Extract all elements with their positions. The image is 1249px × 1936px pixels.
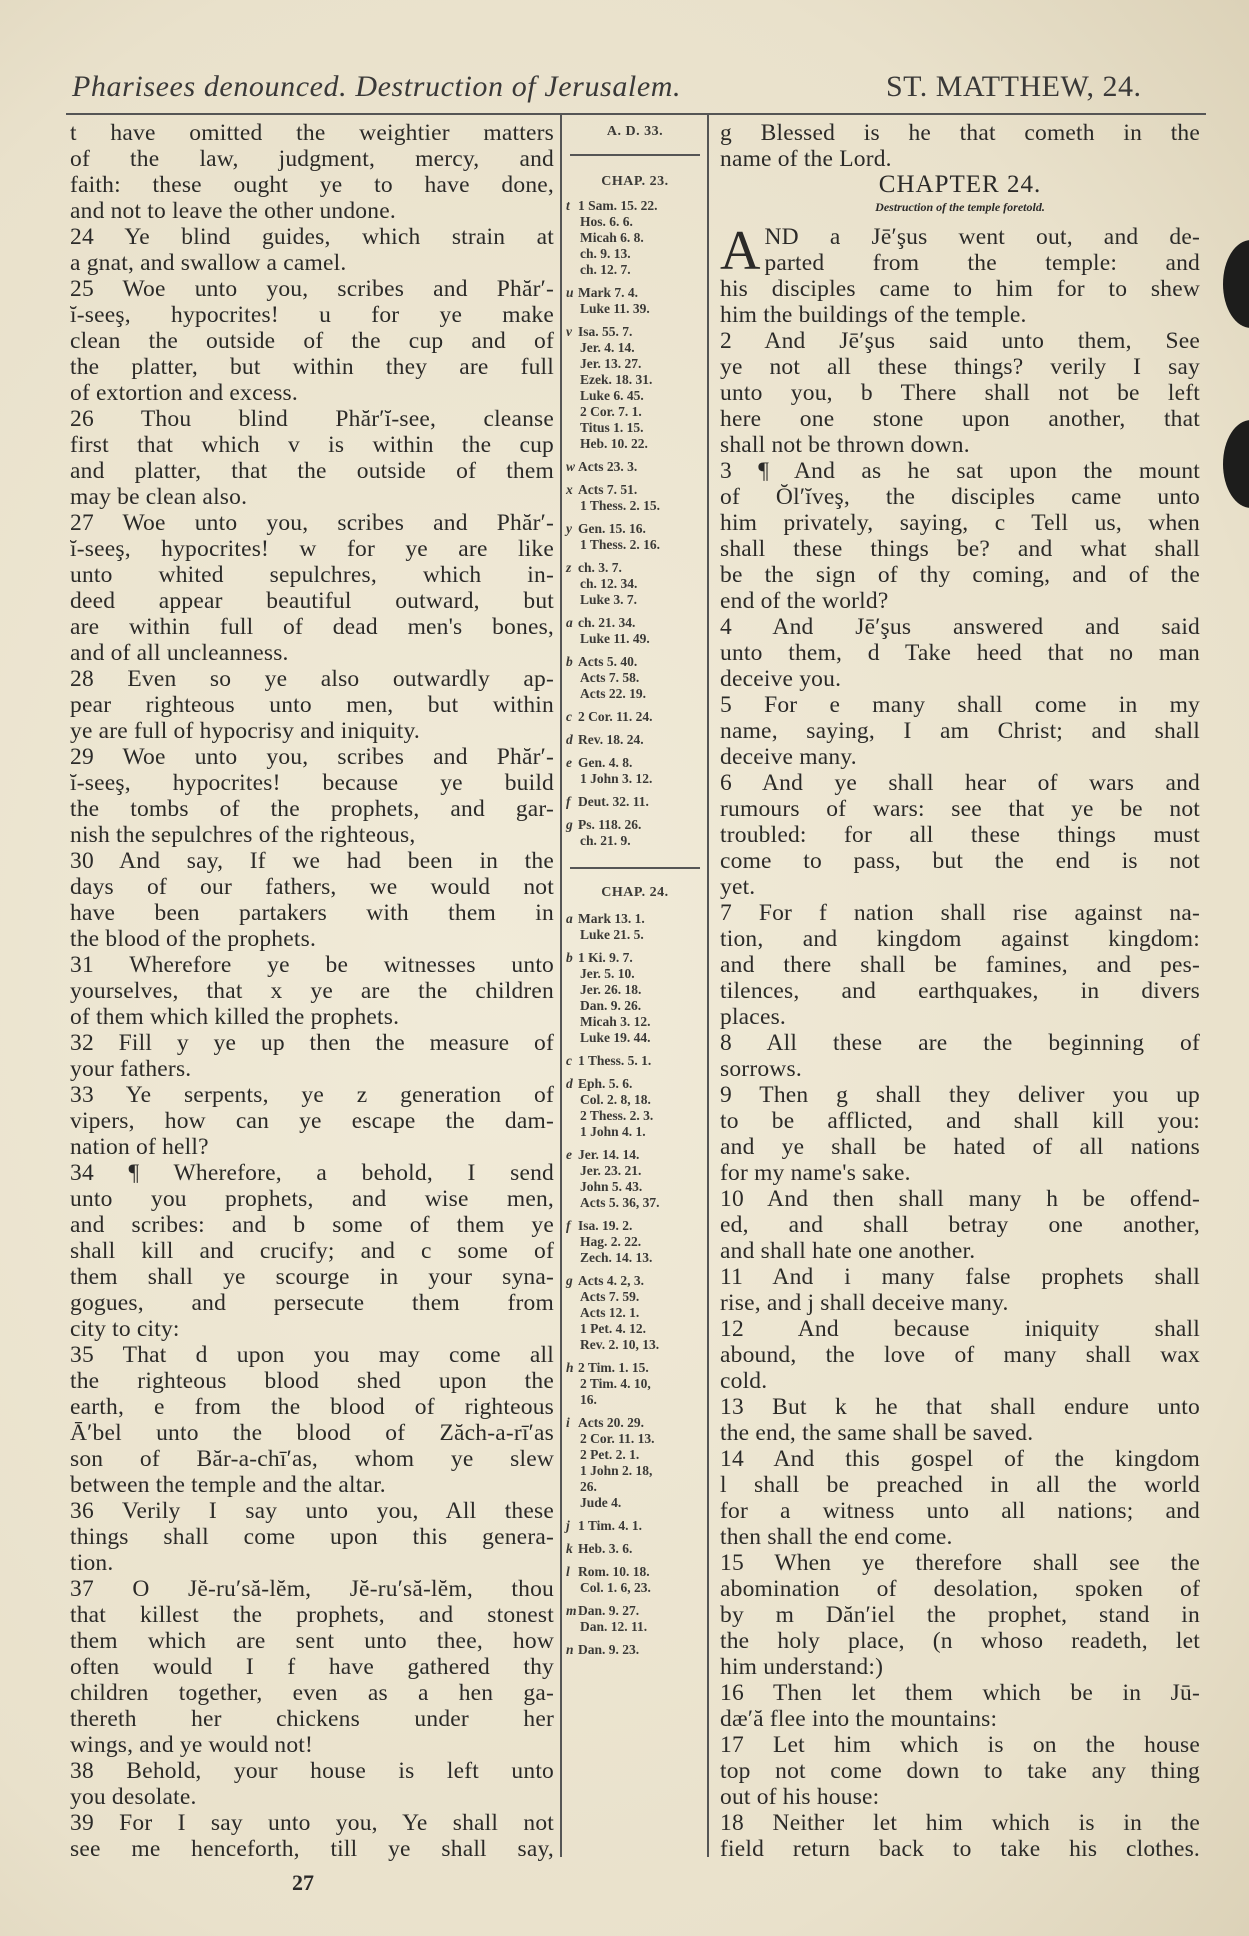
text-line: unto whited sepulchres, which in- [70,562,554,588]
text-line: him understand:) [720,1654,884,1680]
cross-reference: Acts 7. 51. [578,482,638,497]
reference-group [566,1518,704,1534]
text-line: you desolate. [70,1784,197,1810]
reference-mark: f [566,1218,571,1233]
text-line: and ye shall be hated of all nations [720,1134,1200,1160]
text-line: sorrows. [720,1056,802,1082]
text-line: 6 And ye shall hear of wars and [720,770,1200,796]
reference-group [566,615,704,647]
reference-group [566,198,704,278]
text-line: ed, and shall betray one another, [720,1212,1200,1238]
cross-reference: Micah 3. 12. [580,1014,651,1029]
text-line: abomination of desolation, spoken of [720,1576,1200,1602]
header-rule [66,113,1206,115]
text-line: them which are sent unto thee, how [70,1628,554,1654]
text-line: parted from the temple: and [764,250,1200,276]
chap24-references [566,911,704,1658]
cross-reference: Deut. 32. 11. [578,794,649,809]
cross-reference: Luke 21. 5. [580,927,644,942]
cross-reference: Luke 3. 7. [580,592,638,607]
text-line: abound, the love of many shall wax [720,1342,1200,1368]
reference-mark: a [566,911,573,926]
year-label: A. D. 33. [606,124,664,139]
text-line: come to pass, but the end is not [720,848,1200,874]
cross-reference: Jer. 23. 21. [580,1163,642,1178]
text-line: the tombs of the prophets, and gar- [70,796,554,822]
cross-reference: Dan. 9. 23. [578,1642,640,1657]
text-line: 17 Let him which is on the house [720,1732,1200,1758]
text-line: between the temple and the altar. [70,1472,386,1498]
text-line: 7 For f nation shall rise against na- [720,900,1200,926]
text-line: nation of hell? [70,1134,209,1160]
text-line: name of the Lord. [720,146,892,172]
text-line: tion, and kingdom against kingdom: [720,926,1200,952]
chap24-label: CHAP. 24. [601,885,669,900]
column-divider-left [560,115,562,1857]
text-line: city to city: [70,1316,180,1342]
reference-mark: n [566,1642,574,1657]
text-line: t have omitted the weightier matters [70,120,554,146]
reference-group [566,755,704,787]
reference-mark: k [566,1541,573,1556]
text-line: and shall hate one another. [720,1238,976,1264]
reference-group [566,1218,704,1266]
cross-reference: ch. 9. 13. [580,246,631,261]
cross-reference: Jude 4. [580,1495,622,1510]
reference-mark: f [566,794,571,809]
cross-reference: 1 Thess. 5. 1. [578,1053,652,1068]
cross-reference: Mark 13. 1. [578,911,645,926]
text-line: see me henceforth, till ye shall say, [70,1836,554,1862]
text-line: 2 And Jē′şus said unto them, See [720,328,1200,354]
reference-group [566,1273,704,1353]
text-line: things shall come upon this genera- [70,1524,554,1550]
text-line: here one stone upon another, that [720,406,1200,432]
reference-mark: u [566,285,574,300]
text-line: 31 Wherefore ye be witnesses unto [70,952,554,978]
text-line: l shall be preached in all the world [720,1472,1200,1498]
text-line: often would I f have gathered thy [70,1654,554,1680]
text-line: thereth her chickens under her [70,1706,554,1732]
text-line: unto you, b There shall not be left [720,380,1200,406]
reference-mark: w [566,459,576,474]
cross-reference: Rev. 2. 10, 13. [580,1337,660,1352]
cross-reference: Gen. 15. 16. [578,521,646,536]
reference-mark: b [566,950,573,965]
text-line: deed appear beautiful outward, but [70,588,554,614]
right-text-column [720,120,1200,1862]
cross-reference: Acts 23. 3. [578,459,638,474]
reference-group [566,817,704,849]
reference-mark: v [566,324,572,339]
text-line: 33 Ye serpents, ye z generation of [70,1082,554,1108]
reference-mark: e [566,1147,572,1162]
cross-reference: 2 Tim. 1. 15. [578,1360,649,1375]
text-line: and platter, that the outside of them [70,458,554,484]
cross-reference: Mark 7. 4. [578,285,638,300]
cross-reference: Jer. 13. 27. [580,356,642,371]
reference-group [566,285,704,317]
cross-reference: 1 Ki. 9. 7. [578,950,633,965]
text-line: ND a Jē′şus went out, and de- [764,224,1200,250]
text-line: 13 But k he that shall endure unto [720,1394,1200,1420]
text-line: 37 O Jĕ-ru′să-lĕm, Jĕ-ru′să-lĕm, thou [70,1576,554,1602]
cross-reference: Micah 6. 8. [580,230,644,245]
cross-reference: Acts 22. 19. [580,686,646,701]
text-line: children together, even as a hen ga- [70,1680,554,1706]
cross-reference: Acts 4. 2, 3. [578,1273,644,1288]
reference-margin-column [566,124,704,1665]
text-line: top not come down to take any thing [720,1758,1200,1784]
text-line: have been partakers with them in [70,900,554,926]
text-line: 27 Woe unto you, scribes and Phăr′- [70,510,554,536]
cross-reference: 2 Cor. 11. 24. [578,709,653,724]
cross-reference: Jer. 5. 10. [580,966,635,981]
cross-reference: Hos. 6. 6. [580,214,633,229]
cross-reference: Luke 11. 49. [580,631,650,646]
text-line: may be clean also. [70,484,248,510]
cross-reference: 2 Tim. 4. 10, [580,1376,651,1391]
text-line: out of his house: [720,1784,880,1810]
reference-mark: d [566,1076,573,1091]
text-line: ĭ-seeş, hypocrites! u for ye make [70,302,554,328]
text-line: 36 Verily I say unto you, All these [70,1498,554,1524]
text-line: the platter, but within they are full [70,354,554,380]
text-line: wings, and ye would not! [70,1732,314,1758]
text-line: to be afflicted, and shall kill you: [720,1108,1200,1134]
cross-reference: ch. 21. 9. [580,833,631,848]
cross-reference: 2 Pet. 2. 1. [580,1447,640,1462]
chap23-label: CHAP. 23. [601,174,669,189]
text-line: troubled: for all these things must [720,822,1200,848]
text-line: g Blessed is he that cometh in the [720,120,1200,146]
reference-group [566,521,704,553]
cross-reference: 26. [580,1479,597,1494]
text-line: 4 And Jē′şus answered and said [720,614,1200,640]
reference-group [566,1415,704,1511]
reference-group [566,1541,704,1557]
text-line: rumours of wars: see that ye be not [720,796,1200,822]
margin-rule [570,154,700,156]
reference-group [566,1564,704,1596]
cross-reference: Luke 19. 44. [580,1030,651,1045]
text-line: ĭ-seeş, hypocrites! because ye build [70,770,554,796]
text-line: for a witness unto all nations; and [720,1498,1200,1524]
text-line: of them which killed the prophets. [70,1004,400,1030]
cross-reference: 2 Thess. 2. 3. [580,1108,654,1123]
text-line: deceive you. [720,666,842,692]
text-line: a gnat, and swallow a camel. [70,250,347,276]
cross-reference: Jer. 4. 14. [580,340,635,355]
text-line: unto them, d Take heed that no man [720,640,1200,666]
reference-group [566,709,704,725]
reference-group [566,1076,704,1140]
cross-reference: Dan. 9. 27. [578,1603,640,1618]
text-line: the righteous blood shed upon the [70,1368,554,1394]
cross-reference: ch. 21. 34. [578,615,636,630]
text-line: of the law, judgment, mercy, and [70,146,554,172]
cross-reference: 1 Sam. 15. 22. [578,198,658,213]
text-line: 24 Ye blind guides, which strain at [70,224,554,250]
text-line: 11 And i many false prophets shall [720,1264,1200,1290]
reference-group [566,654,704,702]
text-line: tion. [70,1550,114,1576]
chapter-summary: Destruction of the temple foretold. [875,200,1045,214]
cross-reference: Gen. 4. 8. [578,755,633,770]
text-line: nish the sepulchres of the righteous, [70,822,416,848]
text-line: vipers, how can ye escape the dam- [70,1108,554,1134]
cross-reference: Acts 5. 40. [578,654,638,669]
reference-mark: l [566,1564,570,1579]
cross-reference: Dan. 9. 26. [580,998,642,1013]
text-line: him the buildings of the temple. [720,302,1027,328]
text-line: field return back to take his clothes. [720,1836,1200,1862]
margin-rule [570,867,700,869]
reference-group [566,459,704,475]
cross-reference: 1 John 3. 12. [580,771,653,786]
reference-group [566,794,704,810]
page-number: 27 [292,1870,314,1895]
text-line: be the sign of thy coming, and of the [720,562,1200,588]
text-line: 15 When ye therefore shall see the [720,1550,1200,1576]
text-line: that killest the prophets, and stonest [70,1602,554,1628]
cross-reference: Hag. 2. 22. [580,1234,642,1249]
cross-reference: Acts 5. 36, 37. [580,1195,660,1210]
cross-reference: Jer. 14. 14. [578,1147,640,1162]
cross-reference: Acts 7. 58. [580,670,640,685]
drop-cap: A [720,220,761,282]
reference-mark: t [566,198,570,213]
cross-reference: 2 Cor. 7. 1. [580,404,642,419]
text-line: faith: these ought ye to have done, [70,172,554,198]
text-line: 25 Woe unto you, scribes and Phăr′- [70,276,554,302]
reference-group [566,560,704,608]
reference-mark: j [566,1518,570,1533]
cross-reference: Col. 1. 6, 23. [580,1580,651,1595]
cross-reference: 1 John 2. 18, [580,1463,653,1478]
text-line: your fathers. [70,1056,192,1082]
cross-reference: Col. 2. 8, 18. [580,1092,651,1107]
text-line: ye not all these things? verily I say [720,354,1200,380]
chapter-title: CHAPTER 24. [878,171,1042,198]
text-line: yourselves, that x ye are the children [70,978,554,1004]
text-line: first that which v is within the cup [70,432,554,458]
text-line: 10 And then shall many h be offend- [720,1186,1200,1212]
cross-reference: Titus 1. 15. [580,420,644,435]
text-line: name, saying, I am Christ; and shall [720,718,1200,744]
cross-reference: Luke 11. 39. [580,301,650,316]
text-line: of extortion and excess. [70,380,298,406]
reference-group [566,1147,704,1211]
cross-reference: 2 Cor. 11. 13. [580,1431,655,1446]
reference-group [566,1053,704,1069]
text-line: and of all uncleanness. [70,640,289,666]
cross-reference: Eph. 5. 6. [578,1076,633,1091]
reference-group [566,482,704,514]
cross-reference: ch. 12. 7. [580,262,631,277]
reference-mark: z [566,560,572,575]
cross-reference: Acts 12. 1. [580,1305,640,1320]
text-line: earth, e from the blood of righteous [70,1394,554,1420]
text-line: the holy place, (n whoso readeth, let [720,1628,1200,1654]
text-line: 26 Thou blind Phăr′ĭ-see, cleanse [70,406,554,432]
chap23-references [566,198,704,849]
text-line: 39 For I say unto you, Ye shall not [70,1810,554,1836]
cross-reference: Rom. 10. 18. [578,1564,650,1579]
text-line: deceive many. [720,744,857,770]
cross-reference: 1 Tim. 4. 1. [578,1518,643,1533]
cross-reference: Isa. 55. 7. [578,324,633,339]
text-line: 12 And because iniquity shall [720,1316,1200,1342]
reference-mark: d [566,732,573,747]
reference-mark: a [566,615,573,630]
text-line: 18 Neither let him which is in the [720,1810,1200,1836]
text-line: son of Băr-a-chī′as, whom ye slew [70,1446,554,1472]
text-line: 29 Woe unto you, scribes and Phăr′- [70,744,554,770]
reference-mark: x [566,482,573,497]
reference-mark: m [566,1603,577,1618]
text-line: shall not be thrown down. [720,432,970,458]
reference-group [566,324,704,452]
text-line: 35 That d upon you may come all [70,1342,554,1368]
cross-reference: ch. 12. 34. [580,576,638,591]
text-line: end of the world? [720,588,889,614]
text-line: and there shall be famines, and pes- [720,952,1200,978]
cross-reference: Zech. 14. 13. [580,1250,653,1265]
text-line: unto you prophets, and wise men, [70,1186,554,1212]
text-line: for my name's sake. [720,1160,911,1186]
text-line: 14 And this gospel of the kingdom [720,1446,1200,1472]
reference-mark: g [566,817,573,832]
cross-reference: Isa. 19. 2. [578,1218,633,1233]
text-line: him privately, saying, c Tell us, when [720,510,1200,536]
reference-mark: h [566,1360,574,1375]
text-line: ĭ-seeş, hypocrites! w for ye are like [70,536,554,562]
text-line: of Ŏl′ĭveş, the disciples came unto [720,484,1200,510]
reference-mark: b [566,654,573,669]
cross-reference: Luke 6. 45. [580,388,644,403]
text-line: pear righteous unto men, but within [70,692,554,718]
cross-reference: Acts 7. 59. [580,1289,640,1304]
text-line: places. [720,1004,786,1030]
text-line: shall kill and crucify; and c some of [70,1238,554,1264]
running-head-topic: Pharisees denounced. Destruction of Jerusalem. [72,70,682,103]
text-line: his disciples came to him for to shew [720,276,1200,302]
text-line: days of our fathers, we would not [70,874,554,900]
reference-group [566,1360,704,1408]
cross-reference: Jer. 26. 18. [580,982,642,997]
text-line: the end, the same shall be saved. [720,1420,1034,1446]
text-line: 34 ¶ Wherefore, a behold, I send [70,1160,554,1186]
running-head-book: ST. MATTHEW, 24. [886,70,1142,103]
reference-group [566,911,704,943]
text-line: 38 Behold, your house is left unto [70,1758,554,1784]
cross-reference: 16. [580,1392,597,1407]
reference-mark: i [566,1415,570,1430]
cross-reference: 1 Pet. 4. 12. [580,1321,646,1336]
cross-reference: Heb. 10. 22. [580,436,648,451]
text-line: 9 Then g shall they deliver you up [720,1082,1200,1108]
cross-reference: 1 Thess. 2. 16. [580,537,661,552]
text-line: gogues, and persecute them from [70,1290,554,1316]
text-line: are within full of dead men's bones, [70,614,554,640]
text-line: yet. [720,874,756,900]
reference-mark: c [566,1053,572,1068]
reference-mark: c [566,709,572,724]
reference-group [566,1603,704,1635]
reference-group [566,950,704,1046]
text-line: tilences, and earthquakes, in divers [720,978,1200,1004]
text-line: the blood of the prophets. [70,926,317,952]
cross-reference: Acts 20. 29. [578,1415,644,1430]
cross-reference: John 5. 43. [580,1179,643,1194]
text-line: shall these things be? and what shall [720,536,1200,562]
text-line: clean the outside of the cup and of [70,328,554,354]
text-line: Ā′bel unto the blood of Zăch-a-rī′as [70,1420,554,1446]
text-line: 16 Then let them which be in Jū- [720,1680,1200,1706]
text-line: and scribes: and b some of them ye [70,1212,554,1238]
text-line: dæ′ă flee into the mountains: [720,1706,998,1732]
cross-reference: Heb. 3. 6. [578,1541,633,1556]
text-line: 30 And say, If we had been in the [70,848,554,874]
cross-reference: Ezek. 18. 31. [580,372,653,387]
reference-mark: e [566,755,572,770]
cross-reference: 1 John 4. 1. [580,1124,646,1139]
text-line: them shall ye scourge in your syna- [70,1264,554,1290]
cross-reference: Dan. 12. 11. [580,1619,648,1634]
cross-reference: Ps. 118. 26. [578,817,642,832]
cross-reference: Rev. 18. 24. [578,732,644,747]
text-line: and not to leave the other undone. [70,198,396,224]
cross-reference: 1 Thess. 2. 15. [580,498,661,513]
cross-reference: ch. 3. 7. [578,560,622,575]
reference-group [566,1642,704,1658]
reference-mark: y [566,521,572,536]
text-line: then shall the end come. [720,1524,953,1550]
text-line: rise, and j shall deceive many. [720,1290,1009,1316]
text-line: 5 For e many shall come in my [720,692,1200,718]
text-line: ye are full of hypocrisy and iniquity. [70,718,421,744]
text-line: 28 Even so ye also outwardly ap- [70,666,554,692]
text-line: 8 All these are the beginning of [720,1030,1200,1056]
left-text-column [70,120,554,1862]
text-line: by m Dăn′iel the prophet, stand in [720,1602,1200,1628]
text-line: cold. [720,1368,768,1394]
text-line: 3 ¶ And as he sat upon the mount [720,458,1200,484]
reference-group [566,732,704,748]
column-divider-right [707,115,709,1857]
reference-mark: g [566,1273,573,1288]
text-line: 32 Fill y ye up then the measure of [70,1030,554,1056]
